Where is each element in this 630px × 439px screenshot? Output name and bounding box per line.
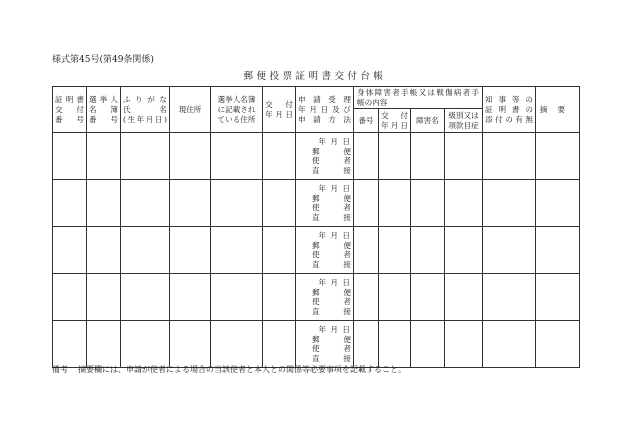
header-summary: 摘要 bbox=[536, 87, 580, 133]
data-cell[interactable] bbox=[121, 180, 170, 227]
table-row bbox=[53, 227, 580, 274]
data-cell[interactable] bbox=[354, 227, 379, 274]
data-cell[interactable] bbox=[483, 133, 536, 180]
data-cell[interactable] bbox=[536, 133, 580, 180]
table-row bbox=[53, 274, 580, 321]
header-handbook-group: 身体障害者手帳又は戦傷病者手 帳の内容 bbox=[354, 87, 483, 109]
application-date: 年 月 日 bbox=[318, 137, 351, 146]
data-cell[interactable] bbox=[263, 227, 296, 274]
data-cell[interactable] bbox=[211, 227, 263, 274]
application-method-line2: 使者 bbox=[312, 297, 351, 307]
header-voter-no: 選挙人 名簿 番号 bbox=[87, 87, 121, 133]
application-method-line1: 郵便 bbox=[312, 334, 351, 344]
data-cell[interactable] bbox=[211, 180, 263, 227]
data-cell[interactable] bbox=[121, 321, 170, 368]
application-method-line1: 郵便 bbox=[312, 240, 351, 250]
data-cell[interactable] bbox=[379, 321, 411, 368]
data-cell[interactable] bbox=[263, 274, 296, 321]
data-cell[interactable] bbox=[87, 227, 121, 274]
application-cell[interactable] bbox=[296, 227, 354, 274]
data-cell[interactable] bbox=[211, 133, 263, 180]
data-cell[interactable] bbox=[263, 321, 296, 368]
data-cell[interactable] bbox=[411, 321, 445, 368]
data-cell[interactable] bbox=[53, 274, 87, 321]
application-method-line1: 郵便 bbox=[312, 146, 351, 156]
data-cell[interactable] bbox=[411, 180, 445, 227]
data-cell[interactable] bbox=[379, 227, 411, 274]
data-cell[interactable] bbox=[354, 274, 379, 321]
application-date: 年 月 日 bbox=[318, 184, 351, 193]
data-cell[interactable] bbox=[411, 227, 445, 274]
application-cell[interactable] bbox=[296, 321, 354, 368]
data-cell[interactable] bbox=[411, 274, 445, 321]
data-cell[interactable] bbox=[483, 180, 536, 227]
data-cell[interactable] bbox=[354, 180, 379, 227]
application-method-line2: 使者 bbox=[312, 344, 351, 354]
data-cell[interactable] bbox=[445, 180, 483, 227]
data-cell[interactable] bbox=[263, 180, 296, 227]
data-cell[interactable] bbox=[87, 180, 121, 227]
application-method-line3: 直接 bbox=[312, 166, 351, 176]
header-registered-address: 選挙人名簿 に記載され ている住所 bbox=[211, 87, 263, 133]
header-issue-date: 交付 年月日 bbox=[263, 87, 296, 133]
remark-note bbox=[52, 364, 406, 375]
data-cell[interactable] bbox=[379, 133, 411, 180]
data-cell[interactable] bbox=[536, 274, 580, 321]
table-row bbox=[53, 133, 580, 180]
header-application: 申請受理 年月日及び 申請方法 bbox=[296, 87, 354, 133]
data-cell[interactable] bbox=[87, 274, 121, 321]
data-cell[interactable] bbox=[53, 321, 87, 368]
data-cell[interactable] bbox=[170, 274, 211, 321]
data-cell[interactable] bbox=[121, 227, 170, 274]
data-cell[interactable] bbox=[87, 321, 121, 368]
data-cell[interactable] bbox=[53, 180, 87, 227]
data-cell[interactable] bbox=[170, 133, 211, 180]
application-date: 年 月 日 bbox=[318, 325, 351, 334]
data-cell[interactable] bbox=[121, 133, 170, 180]
remark-label: 備考 bbox=[52, 365, 68, 374]
application-method-line2: 使者 bbox=[312, 250, 351, 260]
data-cell[interactable] bbox=[379, 274, 411, 321]
data-cell[interactable] bbox=[170, 321, 211, 368]
application-method-line1: 郵便 bbox=[312, 193, 351, 203]
document-title: 郵便投票証明書交付台帳 bbox=[243, 71, 387, 82]
header-grade: 級別又は 項款目症 bbox=[445, 109, 483, 133]
application-date: 年 月 日 bbox=[318, 278, 351, 287]
data-cell[interactable] bbox=[536, 321, 580, 368]
data-cell[interactable] bbox=[411, 133, 445, 180]
data-cell[interactable] bbox=[87, 133, 121, 180]
application-cell[interactable] bbox=[296, 274, 354, 321]
data-cell[interactable] bbox=[211, 321, 263, 368]
issuance-register-table bbox=[52, 86, 580, 368]
header-handbook-date: 交付 年月日 bbox=[379, 109, 411, 133]
data-cell[interactable] bbox=[170, 227, 211, 274]
header-cert-no: 証明書 交付 番号 bbox=[53, 87, 87, 133]
header-handbook-no: 番号 bbox=[354, 109, 379, 133]
application-method-line2: 使者 bbox=[312, 203, 351, 213]
data-cell[interactable] bbox=[483, 227, 536, 274]
header-address: 現住所 bbox=[170, 87, 211, 133]
data-cell[interactable] bbox=[536, 180, 580, 227]
data-cell[interactable] bbox=[379, 180, 411, 227]
application-method-line3: 直接 bbox=[312, 260, 351, 270]
header-name: ふりがな 氏名 (生年月日) bbox=[121, 87, 170, 133]
data-cell[interactable] bbox=[263, 133, 296, 180]
table-row bbox=[53, 321, 580, 368]
application-method-line3: 直接 bbox=[312, 354, 351, 364]
table-row bbox=[53, 180, 580, 227]
data-cell[interactable] bbox=[536, 227, 580, 274]
application-date: 年 月 日 bbox=[318, 231, 351, 240]
header-governor-cert: 知事等の 証明書の 添付の有無 bbox=[483, 87, 536, 133]
data-cell[interactable] bbox=[445, 227, 483, 274]
application-cell[interactable] bbox=[296, 133, 354, 180]
application-cell[interactable] bbox=[296, 180, 354, 227]
header-disability-name: 障害名 bbox=[411, 109, 445, 133]
data-cell[interactable] bbox=[170, 180, 211, 227]
data-cell[interactable] bbox=[483, 274, 536, 321]
data-cell[interactable] bbox=[445, 133, 483, 180]
data-cell[interactable] bbox=[211, 274, 263, 321]
header-row-1 bbox=[53, 87, 580, 109]
application-method-line3: 直接 bbox=[312, 213, 351, 223]
data-cell[interactable] bbox=[354, 321, 379, 368]
remark-text: 摘要欄には、申請が使者による場合の当該使者と本人との関係等必要事項を記載すること。 bbox=[78, 365, 406, 374]
data-cell[interactable] bbox=[354, 133, 379, 180]
application-method-line3: 直接 bbox=[312, 307, 351, 317]
application-method-line1: 郵便 bbox=[312, 287, 351, 297]
data-cell[interactable] bbox=[483, 321, 536, 368]
application-method-line2: 使者 bbox=[312, 156, 351, 166]
form-number: 様式第45号(第49条関係) bbox=[52, 55, 154, 65]
data-cell[interactable] bbox=[445, 274, 483, 321]
data-cell[interactable] bbox=[121, 274, 170, 321]
data-cell[interactable] bbox=[53, 133, 87, 180]
data-cell[interactable] bbox=[53, 227, 87, 274]
data-cell[interactable] bbox=[445, 321, 483, 368]
